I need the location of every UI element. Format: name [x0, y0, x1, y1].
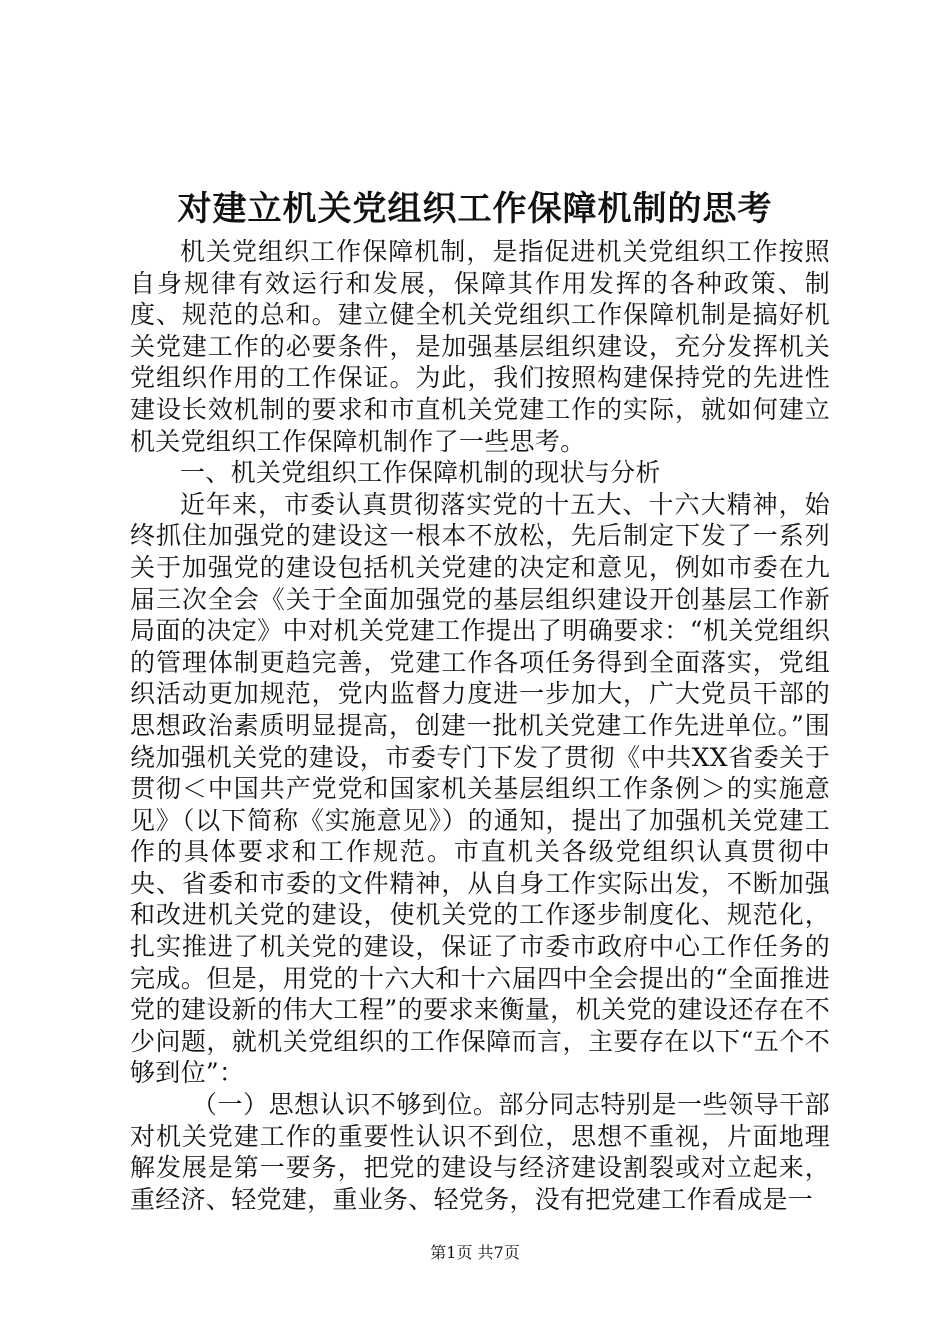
page-footer: 第1页 共7页	[430, 1243, 520, 1262]
paragraph-subsection-1: （一）思想认识不够到位。部分同志特别是一些领导干部对机关党建工作的重要性认识不到位，思想不重视，片面地理解发展是第一要务，把党的建设与经济建设割裂或对立起来，重经济、轻党建，重业务、轻党务，没有把党建工作看成是一	[130, 1090, 830, 1214]
document-title: 对建立机关党组织工作保障机制的思考	[177, 189, 773, 229]
section-heading-1: 一、机关党组织工作保障机制的现状与分析	[180, 458, 661, 488]
paragraph-status: 近年来，市委认真贯彻落实党的十五大、十六大精神，始终抓住加强党的建设这一根本不放松，先后制定下发了一系列关于加强党的建设包括机关党建的决定和意见，例如市委在九届三次全会《关于全面加强党的基层组织建设开创基层工作新局面的决定》中对机关党建工作提出了明确要求：“机关党组织的管理体制更趋完善，党建工作各项任务得到全面落实，党组织活动更加规范，党内监督力度进一步加大，广大党员干部的思想政治素质明显提高，创建一批机关党建工作先进单位。”围绕加强机关党的建设，市委专门下发了贯彻《中共XX省委关于贯彻＜中国共产党党和国家机关基层组织工作条例＞的实施意见》（以下简称《实施意见》）的通知，提出了加强机关党建工作的具体要求和工作规范。市直机关各级党组织认真贯彻中央、省委和市委的文件精神，从自身工作实际出发，不断加强和改进机关党的建设，使机关党的工作逐步制度化、规范化，扎实推进了机关党的建设，保证了市委市政府中心工作任务的完成。但是，用党的十六大和十六届四中全会提出的“全面推进党的建设新的伟大工程”的要求来衡量，机关党的建设还存在不少问题，就机关党组织的工作保障而言，主要存在以下“五个不够到位”：	[130, 489, 830, 1088]
document-body	[130, 236, 830, 1215]
paragraph-intro: 机关党组织工作保障机制，是指促进机关党组织工作按照自身规律有效运行和发展，保障其作用发挥的各种政策、制度、规范的总和。建立健全机关党组织工作保障机制是搞好机关党建工作的必要条件，是加强基层组织建设，充分发挥机关党组织作用的工作保证。为此，我们按照构建保持党的先进性建设长效机制的要求和市直机关党建工作的实际，就如何建立机关党组织工作保障机制作了一些思考。	[130, 237, 830, 456]
